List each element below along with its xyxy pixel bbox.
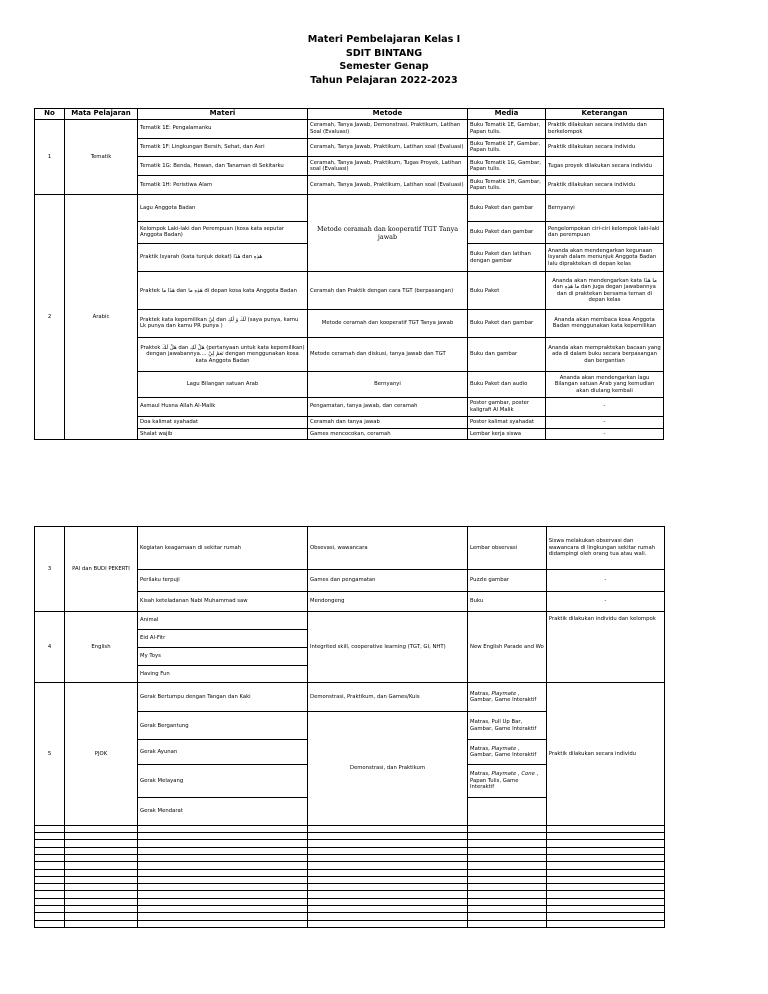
title-line-4: Tahun Pelajaran 2022-2023 — [310, 74, 458, 86]
materi-cell: Perilaku terpuji — [138, 569, 308, 591]
notes-cell: Praktik dilakukan individu dan kelompok — [546, 612, 664, 683]
materi-cell: Animal — [138, 612, 308, 630]
materi-cell: Eid Al-Fitr — [138, 630, 308, 648]
notes-cell: Praktik dilakukan secara individu dan berkelompok — [546, 119, 664, 138]
notes-cell: - — [546, 397, 664, 416]
metode-cell: Ceramah dan tanya jawab — [308, 416, 468, 429]
metode-cell: Integrited skill, cooperative learning (TGT, GI, NHT) — [308, 612, 468, 683]
materi-cell: Tematik 1G: Benda, Hewan, dan Tanaman di Sekitarku — [138, 157, 308, 176]
materi-cell: Lagu Anggota Badan — [138, 195, 308, 221]
metode-cell: Demonstrasi, dan Praktikum — [308, 712, 468, 825]
notes-cell: Ananda akan mendengarkan kata ما هَذَا dan ما هَذِهِ dan juga degan jawabannya dan di praktekan bersama teman di depan kelas — [546, 272, 664, 310]
media-text: , — [516, 771, 522, 778]
notes-cell: Ananda akan mendengarkan kegunaan Isyarah dalam menunjuk Anggota Badan lalu dipraktekan di depan kelas — [546, 243, 664, 271]
metode-cell: Ceramah, Tanya Jawab, Praktikum, Tugas Proyek, Latihan soal (Evaluasi) — [308, 157, 468, 176]
media-cell: Lembar kerja siswa — [468, 429, 546, 440]
empty-row — [35, 876, 665, 883]
subject-name: English — [65, 612, 138, 683]
notes-cell: Praktik dilakukan secara individu — [546, 683, 664, 826]
header-notes: Keterangan — [546, 109, 664, 120]
metode-cell: Games dan pengamatan — [308, 569, 468, 591]
media-cell: New English Parade and Wo — [468, 612, 547, 683]
metode-cell: Games mencocokan, ceramah — [308, 429, 468, 440]
materi-cell: Gerak Ayunan — [138, 740, 308, 765]
materi-cell: Tematik 1H: Peristiwa Alam — [138, 176, 308, 195]
subject-name: PJOK — [65, 683, 138, 826]
metode-cell: Metode ceramah dan kooperatif TGT Tanya jawab — [308, 310, 468, 337]
materi-cell: Lagu Bilangan satuan Arab — [138, 372, 308, 397]
empty-row — [35, 891, 665, 898]
materi-cell: Kelompok Laki-laki dan Perempuan (kosa kata seputar Anggota Badan) — [138, 221, 308, 243]
materi-cell: Tematik 1F: Lingkungan Bersih, Sehat, dan Asri — [138, 138, 308, 157]
media-text: Matras, — [470, 690, 492, 697]
media-cell: Buku Paket dan gambar — [468, 310, 546, 337]
materi-cell: Kegiatan keagamaan di sekitar rumah — [138, 527, 308, 570]
media-cell: Poster gambar, poster kaligrafi Al Malik — [468, 397, 546, 416]
empty-row — [35, 884, 665, 891]
media-text-italic: Playmate — [491, 771, 517, 778]
empty-row — [35, 854, 665, 861]
empty-row — [35, 905, 665, 912]
table-row — [35, 119, 664, 138]
subject-name: Arabic — [65, 195, 138, 440]
title-line-3: Semester Genap — [339, 61, 429, 72]
empty-row — [35, 840, 665, 847]
header-material: Materi — [138, 109, 308, 120]
materials-table-bottom — [34, 526, 665, 928]
media-cell: Buku Paket dan latihan dengan gambar — [468, 243, 546, 271]
materi-cell: Tematik 1E: Pengalamanku — [138, 119, 308, 138]
notes-cell: - — [546, 591, 664, 612]
media-cell: Poster kalimat syahadat — [468, 416, 546, 429]
media-cell: Buku Tematik 1H, Gambar, Papan tulis. — [468, 176, 546, 195]
materi-cell: Gerak Mendarat — [138, 797, 308, 825]
media-text-italic: Playmate — [491, 745, 517, 752]
media-cell: Buku Paket dan gambar — [468, 195, 546, 221]
notes-cell: Ananda akan membaca kosa Anggota Badan menggunakan kata kepemilikan — [546, 310, 664, 337]
notes-cell: Praktik dilakukan secara individu — [546, 138, 664, 157]
media-cell: Buku Paket dan audio — [468, 372, 546, 397]
title-line-1: Materi Pembelajaran Kelas I — [307, 34, 461, 45]
notes-cell: - — [546, 429, 664, 440]
notes-cell: Ananda akan mendengarkan lagu Bilangan satuan Arab yang kemudian akan diulang kembali — [546, 372, 664, 397]
empty-row — [35, 898, 665, 905]
materi-cell: Gerak Bergantung — [138, 712, 308, 740]
media-cell — [468, 765, 547, 797]
subject-no: 1 — [35, 119, 65, 195]
media-text: Matras, — [470, 771, 492, 778]
media-text: , Papan Tulis, Game Interaktif — [470, 771, 539, 791]
metode-cell: Bernyanyi — [308, 372, 468, 397]
metode-cell: Mendongeng — [308, 591, 468, 612]
metode-cell: Ceramah, Tanya Jawab, Demonstrasi, Praktikum, Latihan Soal (Evaluasi) — [308, 119, 468, 138]
metode-cell: Pengamatan, tanya jawab, dan ceramah — [308, 397, 468, 416]
empty-row — [35, 862, 665, 869]
table-row — [35, 195, 664, 221]
media-cell: Buku Paket — [468, 272, 546, 310]
media-text: , Gambar, Game Interaktif — [470, 745, 537, 759]
notes-cell: - — [546, 569, 664, 591]
header-row — [35, 109, 664, 120]
title-line-2: SDIT BINTANG — [345, 47, 423, 59]
subject-no: 4 — [35, 612, 65, 683]
media-cell: Buku — [468, 591, 547, 612]
notes-cell: Siswa melakukan observasi dan wawancara di lingkungan sekitar rumah didampingi oleh orang tua atau wali. — [546, 527, 664, 570]
subject-no: 5 — [35, 683, 65, 826]
empty-row — [35, 833, 665, 840]
media-cell — [468, 797, 547, 825]
notes-cell: Ananda akan mempraktekan bacaan yang ada di dalam buku secara berpasangan dan bergantian — [546, 337, 664, 372]
notes-cell: Pengelompokan ciri-ciri kelompok laki-laki dan perempuan — [546, 221, 664, 243]
metode-cell: Ceramah dan Praktik dengan cara TGT (berpasangan) — [308, 272, 468, 310]
metode-cell: Obsevasi, wawancara — [308, 527, 468, 570]
empty-row — [35, 920, 665, 928]
empty-row — [35, 825, 665, 832]
materi-cell: Praktik Isyarah (kata tunjuk dekat) هَذَا dan هَذِهِ — [138, 243, 308, 271]
materi-cell: Doa kalimat syahadat — [138, 416, 308, 429]
table-row — [35, 527, 665, 570]
header-subject: Mata Pelajaran — [65, 109, 138, 120]
materi-cell: My Toys — [138, 647, 308, 665]
document-title — [0, 33, 768, 87]
materi-cell: Shalat wajib — [138, 429, 308, 440]
media-cell: Buku Tematik 1G, Gambar, Papan tulis. — [468, 157, 546, 176]
notes-cell: - — [546, 416, 664, 429]
media-text-italic: Cone — [521, 771, 535, 778]
notes-cell: Praktik dilakukan secara individu — [546, 176, 664, 195]
media-text: , Gambar, Game Interaktif — [470, 690, 537, 704]
metode-cell: Ceramah, Tanya Jawab, Praktikum, Latihan soal (Evaluasi) — [308, 138, 468, 157]
media-cell: Puzzle gambar — [468, 569, 547, 591]
metode-cell: Demonstrasi, Praktikum, dan Games/Kuis — [308, 683, 468, 712]
media-cell: Buku Tematik 1F, Gambar, Papan tulis. — [468, 138, 546, 157]
materials-table-top — [34, 108, 664, 440]
media-cell: Lembar observasi — [468, 527, 547, 570]
media-cell: Matras, Pull Up Bar, Gambar, Game Interaktif — [468, 712, 547, 740]
header-no: No — [35, 109, 65, 120]
subject-no: 3 — [35, 527, 65, 612]
materi-cell: Asmaul Husna Allah Al-Malik — [138, 397, 308, 416]
metode-cell: Ceramah, Tanya Jawab, Praktikum, Latihan soal (Evaluasi) — [308, 176, 468, 195]
media-cell — [468, 740, 547, 765]
table-row — [35, 683, 665, 712]
empty-row — [35, 869, 665, 876]
empty-row — [35, 847, 665, 854]
media-cell — [468, 683, 547, 712]
materi-cell: Praktek هَلْ لَكَ dan هَلْ لَكِ (pertanyaan untuk kata kepemilikan) dengan jawabannya.... نَعَمْ لِيْ dengan menggunakan kosa kata Anggota Badan — [138, 337, 308, 372]
notes-cell: Bernyanyi — [546, 195, 664, 221]
materi-cell: Praktek kata kepemilikan لِيْ dan لَكَ وَ لَكِ (saya punya, kamu Lk punya dan kamu PR punya ) — [138, 310, 308, 337]
metode-cell: Metode ceramah dan kooperatif TGT Tanya jawab — [308, 195, 468, 272]
header-method: Metode — [308, 109, 468, 120]
materi-cell: Having Fun — [138, 665, 308, 683]
media-cell: Buku dan gambar — [468, 337, 546, 372]
media-text-italic: Playmate — [491, 690, 517, 697]
header-media: Media — [468, 109, 546, 120]
subject-no: 2 — [35, 195, 65, 440]
media-cell: Buku Tematik 1E, Gambar, Papan tulis. — [468, 119, 546, 138]
table-row — [35, 612, 665, 630]
media-text: Matras, — [470, 745, 492, 752]
materi-cell: Praktek هَذَا ما dan هَذِهِ ما di depan kosa kata Anggota Badan — [138, 272, 308, 310]
media-cell: Buku Paket dan gambar — [468, 221, 546, 243]
metode-cell: Metode ceramah dan diskusi, tanya jawab dan TGT — [308, 337, 468, 372]
materi-cell: Gerak Melayang — [138, 765, 308, 797]
empty-row — [35, 913, 665, 920]
materi-cell: Kisah keteladanan Nabi Muhammad saw — [138, 591, 308, 612]
materi-cell: Gerak Bertumpu dengan Tangan dan Kaki — [138, 683, 308, 712]
notes-cell: Tugas proyek dilakukan secara individu — [546, 157, 664, 176]
subject-name: Tematik — [65, 119, 138, 195]
subject-name: PAI dan BUDI PEKERTI — [65, 527, 138, 612]
